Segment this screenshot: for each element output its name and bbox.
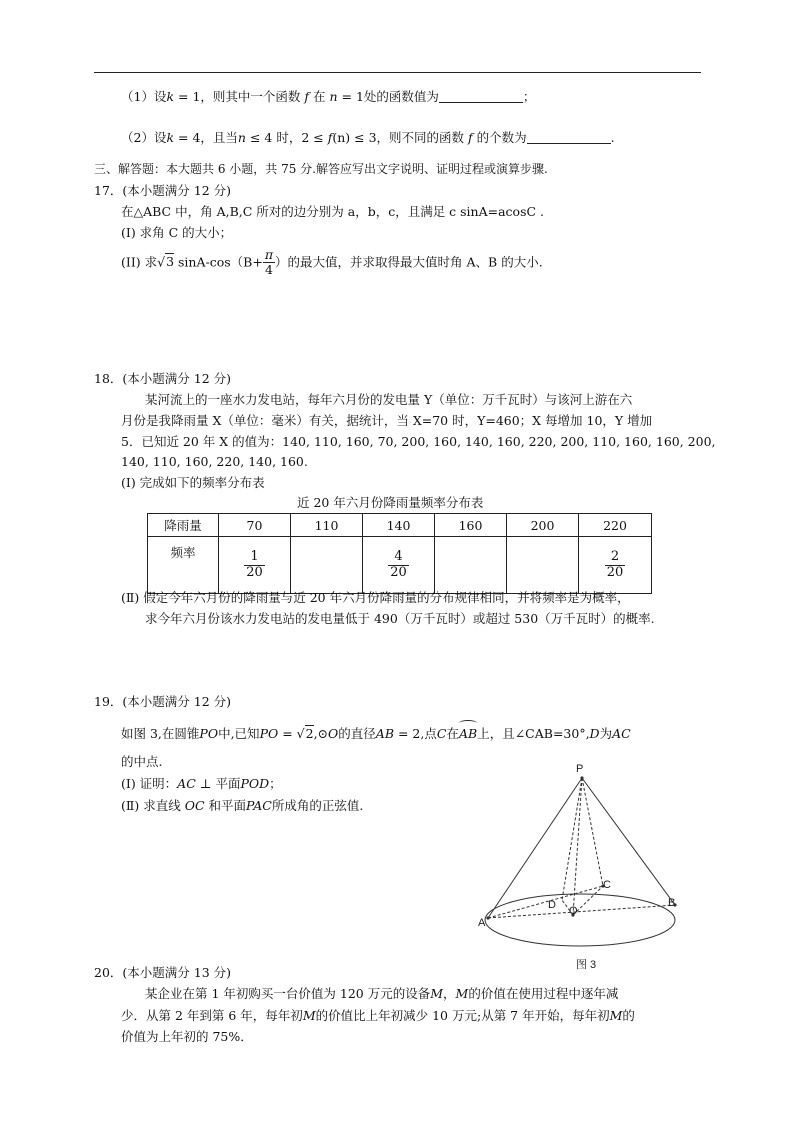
edge-pb bbox=[582, 778, 675, 905]
arc-ab: AB bbox=[459, 726, 477, 741]
problem-17-statement: 在△ABC 中，角 A,B,C 所对的边分别为 a，b，c，且满足 c sinA=acosC . bbox=[121, 204, 545, 219]
table-header-cell: 140 bbox=[363, 514, 435, 537]
edge-pd bbox=[562, 778, 582, 900]
problem-18-part2-line1: (Ⅱ) 假定今年六月份的降雨量与近 20 年六月份降雨量的分布规律相同，并将频率是为概率， bbox=[121, 590, 630, 605]
table-cell: $\frac{2}{20}$ bbox=[579, 537, 652, 594]
problem-20-line3: 价值为上年初的 75%． bbox=[121, 1029, 253, 1044]
cone-base-ellipse bbox=[485, 894, 675, 946]
problem-19-statement: 如图 3,在圆锥PO中,已知PO = √2,⊙O的直径AB = 2,点C在 AB上，且∠CAB=30°,D为AC bbox=[121, 728, 631, 741]
table-header-cell: 220 bbox=[579, 514, 652, 537]
problem-18-line3: 5．已知近 20 年 X 的值为：140, 110, 160, 70, 200, 160, 140, 160, 220, 200, 110, 160, 160, 200, bbox=[121, 434, 716, 449]
pi-over-4: $\frac{\pi}{4}$ bbox=[264, 247, 274, 278]
problem-18-heading: 18．(本小题满分 12 分) bbox=[94, 371, 232, 386]
label-b: B bbox=[668, 897, 676, 909]
table-title: 近 20 年六月份降雨量频率分布表 bbox=[297, 495, 484, 510]
problem-17-heading: 17．(本小题满分 12 分) bbox=[94, 183, 232, 198]
table-header-cell: 200 bbox=[507, 514, 579, 537]
problem-19-part2: (Ⅱ) 求直线 OC 和平面PAC所成角的正弦值. bbox=[121, 798, 364, 813]
answer-blank[interactable] bbox=[527, 131, 611, 144]
problem-20-line1: 某企业在第 1 年初购买一台价值为 120 万元的设备M，M的价值在使用过程中逐年减 bbox=[145, 986, 619, 1001]
cone-figure bbox=[470, 760, 700, 975]
section-heading: 三、解答题：本大题共 6 小题，共 75 分.解答应写出文字说明、证明过程或演算步骤. bbox=[94, 162, 548, 176]
problem-18-line2: 月份是我降雨量 X（单位：毫米）有关，据统计，当 X=70 时，Y=460；X 每增加 10，Y 增加 bbox=[121, 413, 653, 428]
figure-caption: 图 3 bbox=[576, 959, 597, 971]
table-header-cell: 160 bbox=[435, 514, 507, 537]
problem-17-part1: (I) 求角 C 的大小； bbox=[121, 225, 233, 240]
problem-19-part1: (Ⅰ) 证明：AC ⊥ 平面POD； bbox=[121, 776, 282, 791]
label-p: P bbox=[576, 763, 584, 775]
problem-20-line2: 少．从第 2 年到第 6 年，每年初M的价值比上年初减少 10 万元;从第 7 年开始，每年初M的 bbox=[121, 1008, 635, 1023]
row-label: 频率 bbox=[148, 537, 219, 594]
fill-in-q2: （2）设k = 4，且当n ≤ 4 时，2 ≤ f(n) ≤ 3，则不同的函数 f 的个数为 . bbox=[121, 130, 615, 145]
problem-19-heading: 19．(本小题满分 12 分) bbox=[94, 694, 232, 709]
problem-18-line1: 某河流上的一座水力发电站，每年六月份的发电量 Y（单位：万千瓦时）与该河上游在六 bbox=[145, 392, 633, 407]
problem-18-part1: (Ⅰ) 完成如下的频率分布表 bbox=[121, 475, 265, 490]
table-cell: $\frac{4}{20}$ bbox=[363, 537, 435, 594]
table-cell-empty[interactable] bbox=[291, 537, 363, 594]
label-o: O bbox=[569, 905, 578, 917]
chord-ac bbox=[488, 886, 603, 918]
label-d: D bbox=[548, 899, 556, 911]
table-cell: $\frac{1}{20}$ bbox=[219, 537, 291, 594]
problem-18-part2-line2: 求今年六月份该水力发电站的发电量低于 490（万千瓦时）或超过 530（万千瓦时）的概率. bbox=[145, 611, 655, 626]
label-a: A bbox=[478, 917, 486, 929]
problem-20-heading: 20．(本小题满分 13 分) bbox=[94, 965, 232, 980]
frequency-table bbox=[147, 513, 652, 594]
table-header-cell: 70 bbox=[219, 514, 291, 537]
table-header-cell: 降雨量 bbox=[148, 514, 219, 537]
edge-pc bbox=[582, 778, 603, 886]
table-cell-empty[interactable] bbox=[435, 537, 507, 594]
label-c: C bbox=[603, 879, 611, 891]
header-rule bbox=[94, 72, 701, 73]
table-cell-empty[interactable] bbox=[507, 537, 579, 594]
problem-18-line4: 140, 110, 160, 220, 140, 160. bbox=[121, 454, 308, 469]
table-header-cell: 110 bbox=[291, 514, 363, 537]
problem-17-part2: (II) 求√3 sinA-cos（B+ $\frac{\pi}{4}$ ）的最大值，并求取得最大值时角 A、B 的大小. bbox=[121, 247, 543, 278]
problem-19-line2: 的中点. bbox=[121, 754, 163, 769]
fill-in-q1: （1）设k = 1，则其中一个函数 f 在 n = 1处的函数值为 ； bbox=[121, 89, 536, 104]
answer-blank[interactable] bbox=[439, 90, 523, 103]
